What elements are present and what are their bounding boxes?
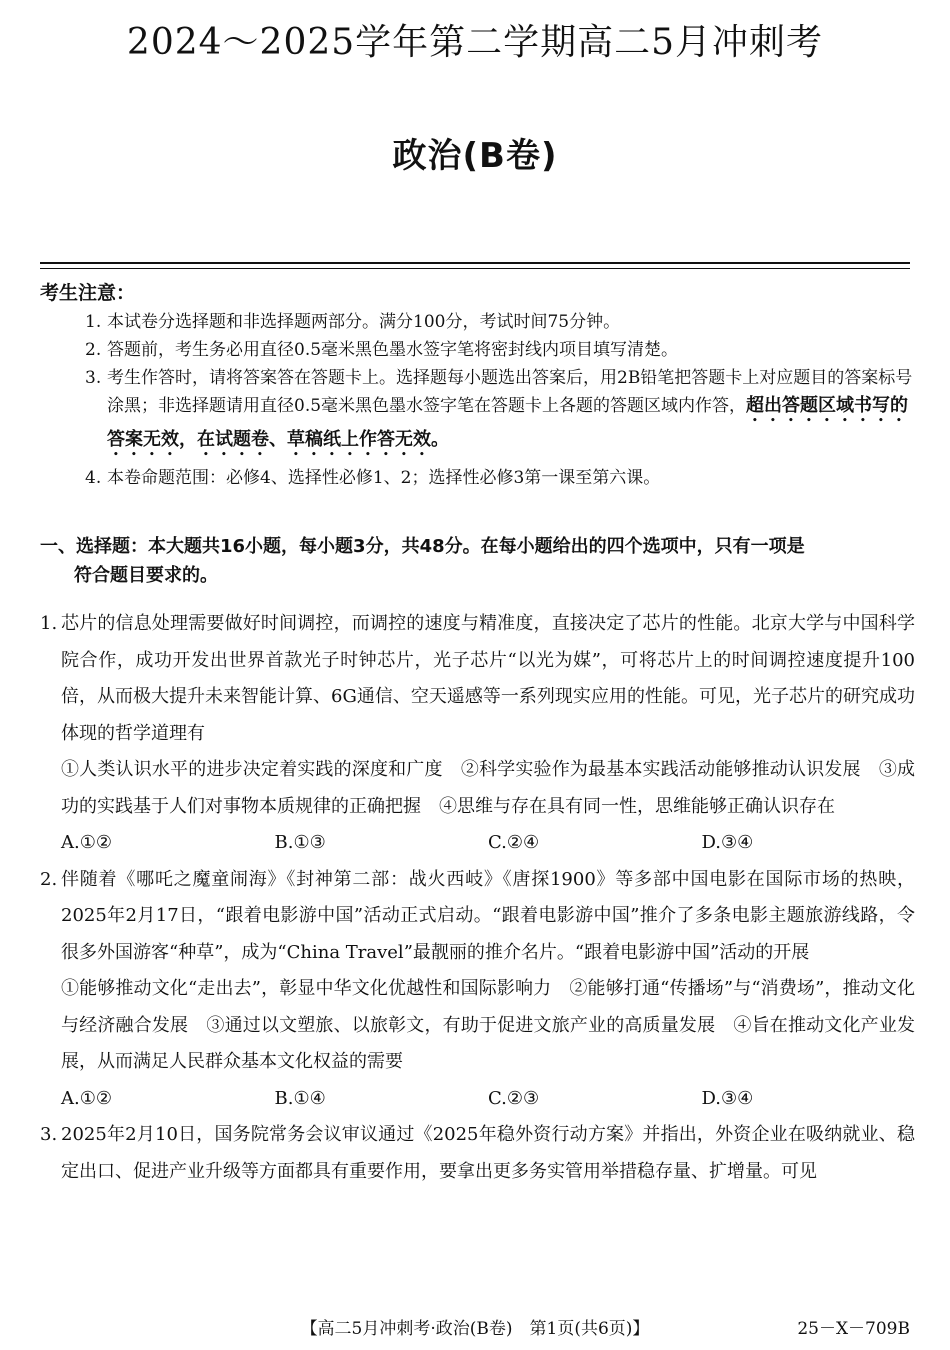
notice-item <box>85 308 915 336</box>
exam-subject-title: 政治(B卷) <box>392 136 558 176</box>
section-heading-line2: 符合题目要求的。 <box>74 565 218 586</box>
notice-heading: 考生注意： <box>40 282 136 304</box>
question-number: 2. <box>40 868 58 890</box>
notice-item <box>85 464 915 492</box>
notice-item-number: 3. <box>85 368 102 388</box>
notice-item-text: 本卷命题范围：必修4、选择性必修1、2；选择性必修3第一课至第六课。 <box>107 468 661 488</box>
footer-page-info: 【高二5月冲刺考·政治(B卷) 第1页(共6页)】 <box>300 1319 650 1339</box>
notice-list <box>85 308 915 492</box>
notice-item-text: 本试卷分选择题和非选择题两部分。满分100分，考试时间75分钟。 <box>107 312 621 332</box>
question-number: 3. <box>40 1124 58 1145</box>
notice-item-text: 考生作答时，请将答案答在答题卡上。选择题每小题选出答案后，用2B铅笔把答题卡上对应题目的答案标号涂黑；非选择题请用直径0.5毫米黑色墨水签字笔在答题卡上各题的答题区域内作答， <box>107 368 913 416</box>
option-b: B.①③ <box>274 832 326 853</box>
exam-title: 2024～2025学年第二学期高二5月冲刺考 <box>126 22 824 63</box>
divider-thin <box>40 268 910 269</box>
question-stem: 伴随着《哪吒之魔童闹海》《封神第二部：战火西岐》《唐探1900》等多部中国电影在国际市场的热映，2025年2月17日，“跟着电影游中国”活动正式启动。“跟着电影游中国”推介了多条电影主题旅游线路，令很多外国游客“种草”，成为“China Travel”最靓丽的推介名片。“跟着电影游中国”活动的开展 <box>61 868 915 963</box>
question-number: 1. <box>40 613 58 634</box>
question-stem: 芯片的信息处理需要做好时间调控，而调控的速度与精准度，直接决定了芯片的性能。北京大学与中国科学院合作，成功开发出世界首款光子时钟芯片，光子芯片“以光为媒”，可将芯片上的时间调控速度提升100倍，从而极大提升未来智能计算、6G通信、空天遥感等一系列现实应用的性能。可见，光子芯片的研究成功体现的哲学道理有 <box>61 613 915 744</box>
question-statements: ①能够推动文化“走出去”，彰显中华文化优越性和国际影响力 ②能够打通“传播场”与“消费场”，推动文化与经济融合发展 ③通过以文塑旅、以旅彰文，有助于促进文旅产业的高质量发展 ④旨在推动文化产业发展，从而满足人民群众基本文化权益的需要 <box>61 978 915 1072</box>
option-b: B.①④ <box>274 1087 326 1109</box>
question-stem: 2025年2月10日，国务院常务会议审议通过《2025年稳外资行动方案》并指出，外资企业在吸纳就业、稳定出口、促进产业升级等方面都具有重要作用，要拿出更多务实管用举措稳存量、扩增量。可见 <box>61 1124 915 1182</box>
section-heading <box>40 532 915 590</box>
option-c: C.②④ <box>488 832 540 853</box>
option-d: D.③④ <box>701 1087 754 1109</box>
option-d: D.③④ <box>701 832 754 853</box>
option-a: A.①② <box>61 1087 112 1109</box>
answer-options <box>40 1081 915 1118</box>
question-statements: ①人类认识水平的进步决定着实践的深度和广度 ②科学实验作为最基本实践活动能够推动认识发展 ③成功的实践基于人们对事物本质规律的正确把握 ④思维与存在具有同一性，思维能够正确认识存在 <box>61 759 915 817</box>
footer-exam-code: 25－X－709B <box>797 1319 910 1339</box>
option-a: A.①② <box>61 832 112 853</box>
notice-item-text: 答题前，考生务必用直径0.5毫米黑色墨水签字笔将密封线内项目填写清楚。 <box>107 340 679 360</box>
answer-options <box>40 825 915 862</box>
option-c: C.②③ <box>488 1087 540 1109</box>
divider-thick <box>40 262 910 264</box>
notice-item-number: 1. <box>85 312 102 332</box>
notice-item-number: 4. <box>85 468 102 488</box>
section-heading-line1: 一、选择题：本大题共16小题，每小题3分，共48分。在每小题给出的四个选项中，只有一项是 <box>40 536 805 557</box>
question-list <box>40 606 915 1190</box>
question <box>40 1117 915 1190</box>
notice-item <box>85 336 915 364</box>
notice-emphasis-text: 超出答题区域书写的答案无效，在试题卷、草稿纸上作答无效。 <box>107 395 909 450</box>
question <box>40 862 915 1081</box>
notice-item <box>85 364 915 460</box>
question <box>40 606 915 825</box>
notice-item-number: 2. <box>85 340 102 360</box>
